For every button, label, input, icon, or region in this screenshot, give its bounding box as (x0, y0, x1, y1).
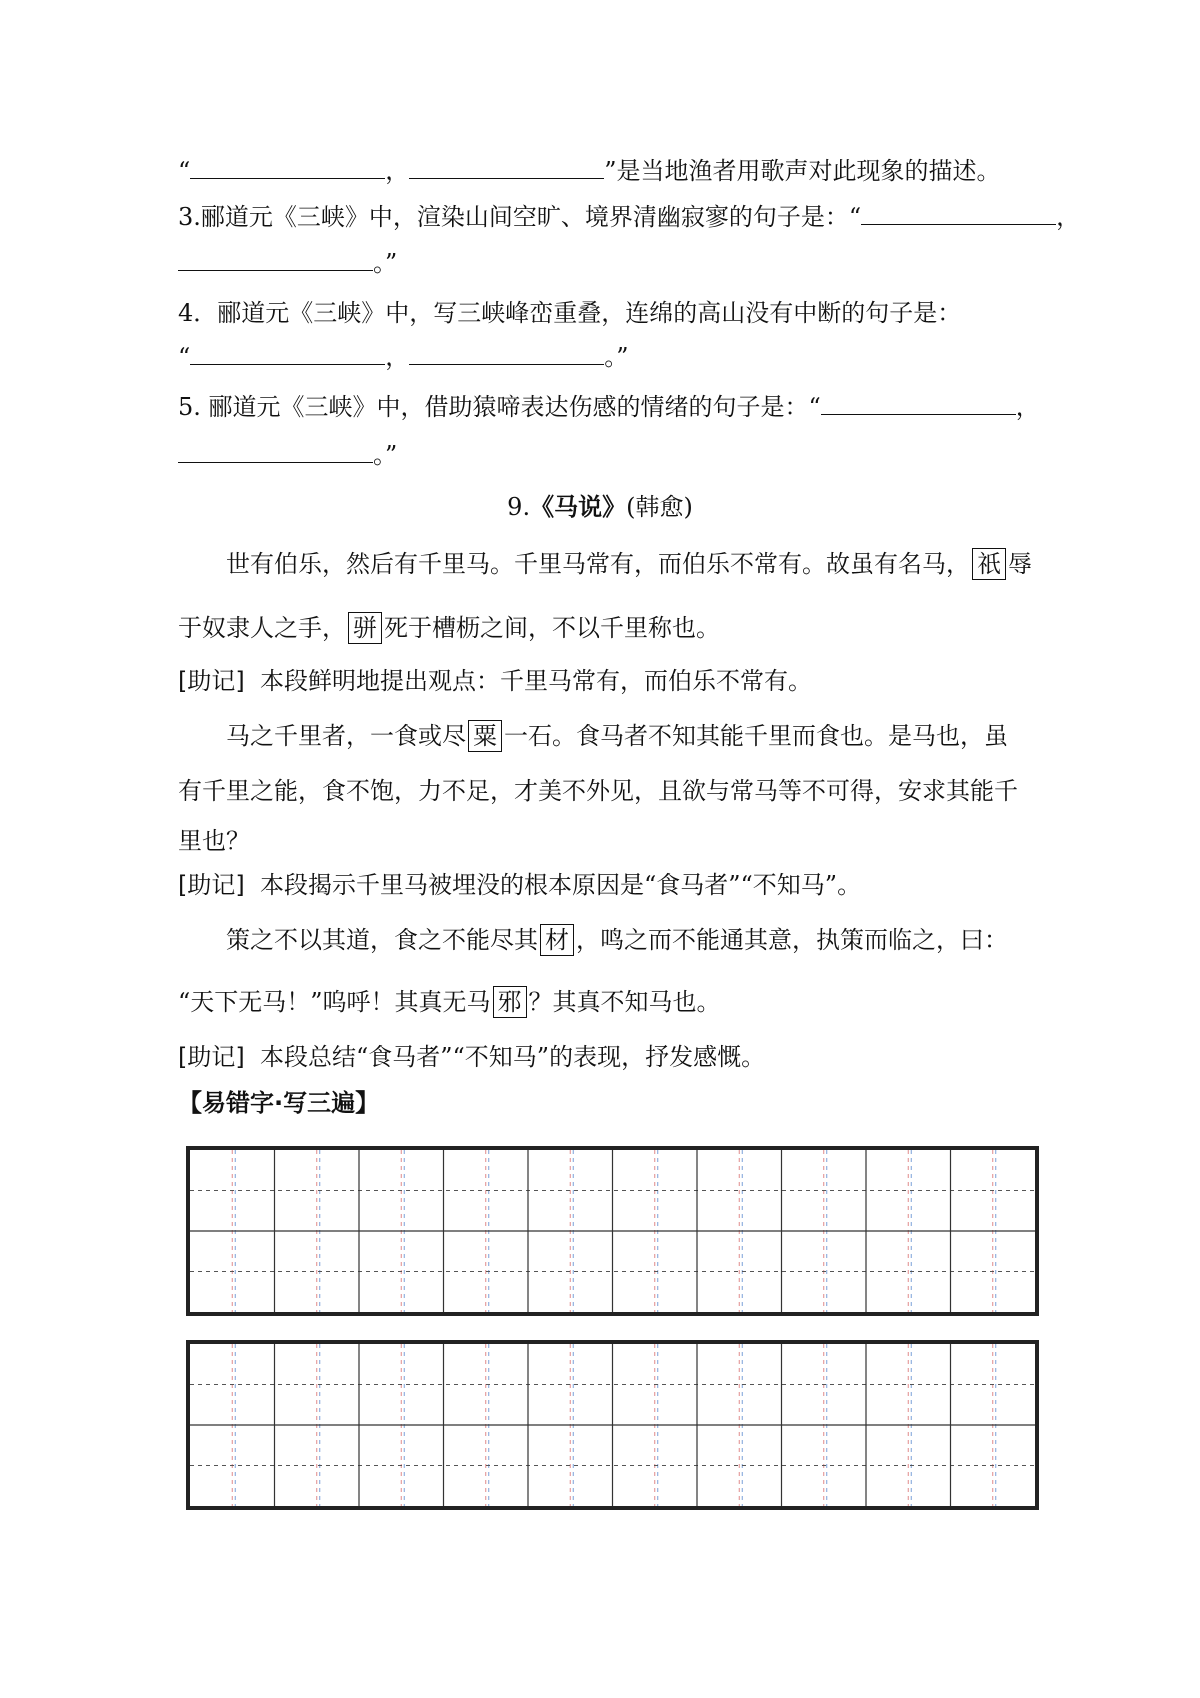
boxed-char: 邪 (493, 986, 527, 1018)
question-3: 3.郦道元《三峡》中，渲染山间空旷、境界清幽寂寥的句子是：“ ， (178, 203, 1081, 231)
boxed-char: 骈 (348, 612, 382, 644)
boxed-char: 祇 (972, 548, 1006, 580)
answer-blank[interactable] (821, 392, 1016, 415)
practice-heading: 【易错字·写三遍】 (178, 1089, 380, 1117)
question-5-cont: 。” (178, 440, 397, 470)
boxed-char: 粟 (468, 720, 502, 752)
paragraph-3-line-2: “天下无马！”呜呼！其真无马 邪 ？其真不知马也。 (178, 988, 721, 1016)
tian-grid-lines (190, 1150, 1035, 1312)
answer-blank[interactable] (190, 156, 385, 179)
boxed-char: 材 (540, 924, 574, 956)
question-4-cont: “ ， 。” (178, 343, 629, 371)
question-3-cont: 。” (178, 248, 397, 278)
answer-blank[interactable] (861, 202, 1056, 225)
question-4: 4．郦道元《三峡》中，写三峡峰峦重叠，连绵的高山没有中断的句子是： (178, 299, 962, 327)
answer-blank[interactable] (190, 342, 385, 365)
paragraph-1-line-1: 世有伯乐，然后有千里马。千里马常有，而伯乐不常有。故虽有名马， 祇 辱 (226, 550, 1032, 578)
writing-grid-1[interactable] (186, 1146, 1039, 1316)
answer-blank[interactable] (409, 156, 604, 179)
paragraph-2-line-2: 有千里之能，食不饱，力不足，才美不外见，且欲与常马等不可得，安求其能千 (178, 777, 1018, 805)
writing-grid-2[interactable] (186, 1340, 1039, 1510)
tian-grid-lines (190, 1344, 1035, 1506)
note-3: [助记] 本段总结“食马者”“不知马”的表现，抒发感慨。 (178, 1043, 766, 1071)
answer-blank[interactable] (409, 342, 604, 365)
q2-line: “ ， ”是当地渔者用歌声对此现象的描述。 (178, 157, 1001, 185)
note-2: [助记] 本段揭示千里马被埋没的根本原因是“食马者”“不知马”。 (178, 871, 862, 899)
paragraph-3-line-1: 策之不以其道，食之不能尽其 材 ，鸣之而不能通其意，执策而临之，曰： (226, 926, 1008, 954)
note-1: [助记] 本段鲜明地提出观点：千里马常有，而伯乐不常有。 (178, 667, 812, 695)
section-title: 9.《马说》(韩愈) (507, 492, 693, 521)
answer-blank[interactable] (178, 248, 373, 271)
paragraph-2-line-3: 里也？ (178, 827, 250, 855)
answer-blank[interactable] (178, 440, 373, 463)
question-5: 5. 郦道元《三峡》中，借助猿啼表达伤感的情绪的句子是：“ ， (178, 393, 1040, 421)
paragraph-1-line-2: 于奴隶人之手， 骈 死于槽枥之间，不以千里称也。 (178, 614, 720, 642)
paragraph-2-line-1: 马之千里者，一食或尽 粟 一石。食马者不知其能千里而食也。是马也，虽 (226, 722, 1008, 750)
